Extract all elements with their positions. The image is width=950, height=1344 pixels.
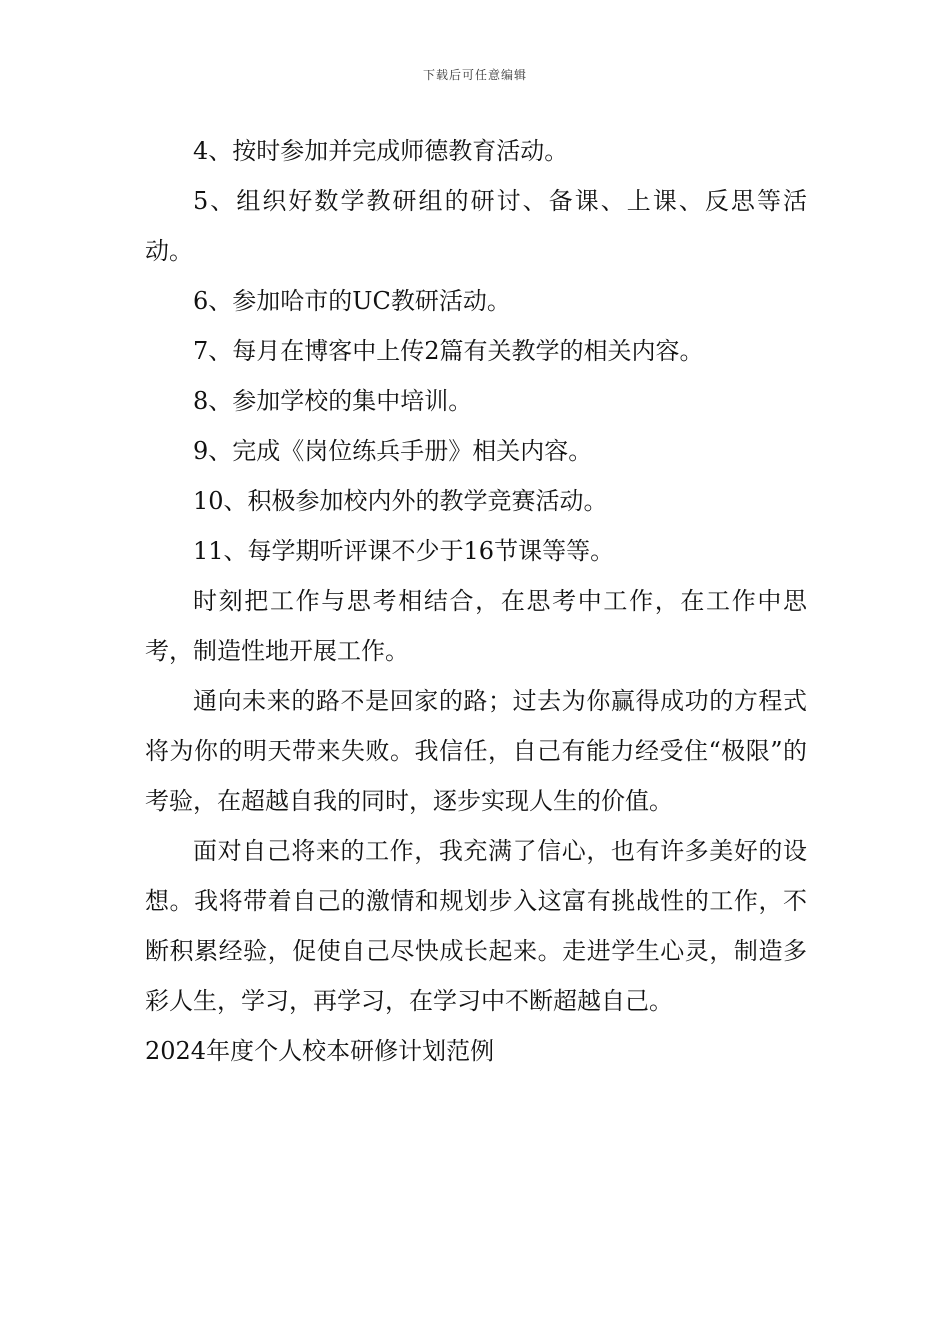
list-item-7: 7、每月在博客中上传2篇有关教学的相关内容。: [193, 337, 704, 365]
list-item-5: 5、组织好数学教研组的研讨、备课、上课、反思等活动。: [145, 187, 807, 265]
paragraph-confidence: 面对自己将来的工作，我充满了信心，也有许多美好的设想。我将带着自己的激情和规划步入这富有挑战性的工作，不断积累经验，促使自己尽快成长起来。走进学生心灵，制造多彩人生，学习，再学习，在学习中不断超越自己。: [145, 837, 807, 1015]
list-item-10: 10、积极参加校内外的教学竞赛活动。: [193, 487, 608, 515]
list-item-11: 11、每学期听评课不少于16节课等等。: [193, 537, 615, 565]
header-note: 下载后可任意编辑: [422, 68, 527, 82]
paragraph-reflection: 时刻把工作与思考相结合，在思考中工作，在工作中思考，制造性地开展工作。: [145, 587, 807, 665]
list-item-4: 4、按时参加并完成师德教育活动。: [193, 137, 569, 165]
section-title: 2024年度个人校本研修计划范例: [145, 1037, 495, 1065]
list-item-6: 6、参加哈市的UC教研活动。: [193, 287, 511, 315]
paragraph-future-road: 通向未来的路不是回家的路；过去为你赢得成功的方程式将为你的明天带来失败。我信任，自己有能力经受住“极限”的考验，在超越自我的同时，逐步实现人生的价值。: [145, 687, 807, 815]
list-item-9: 9、完成《岗位练兵手册》相关内容。: [193, 437, 593, 465]
document-body: [145, 126, 807, 1076]
list-item-8: 8、参加学校的集中培训。: [193, 387, 473, 415]
